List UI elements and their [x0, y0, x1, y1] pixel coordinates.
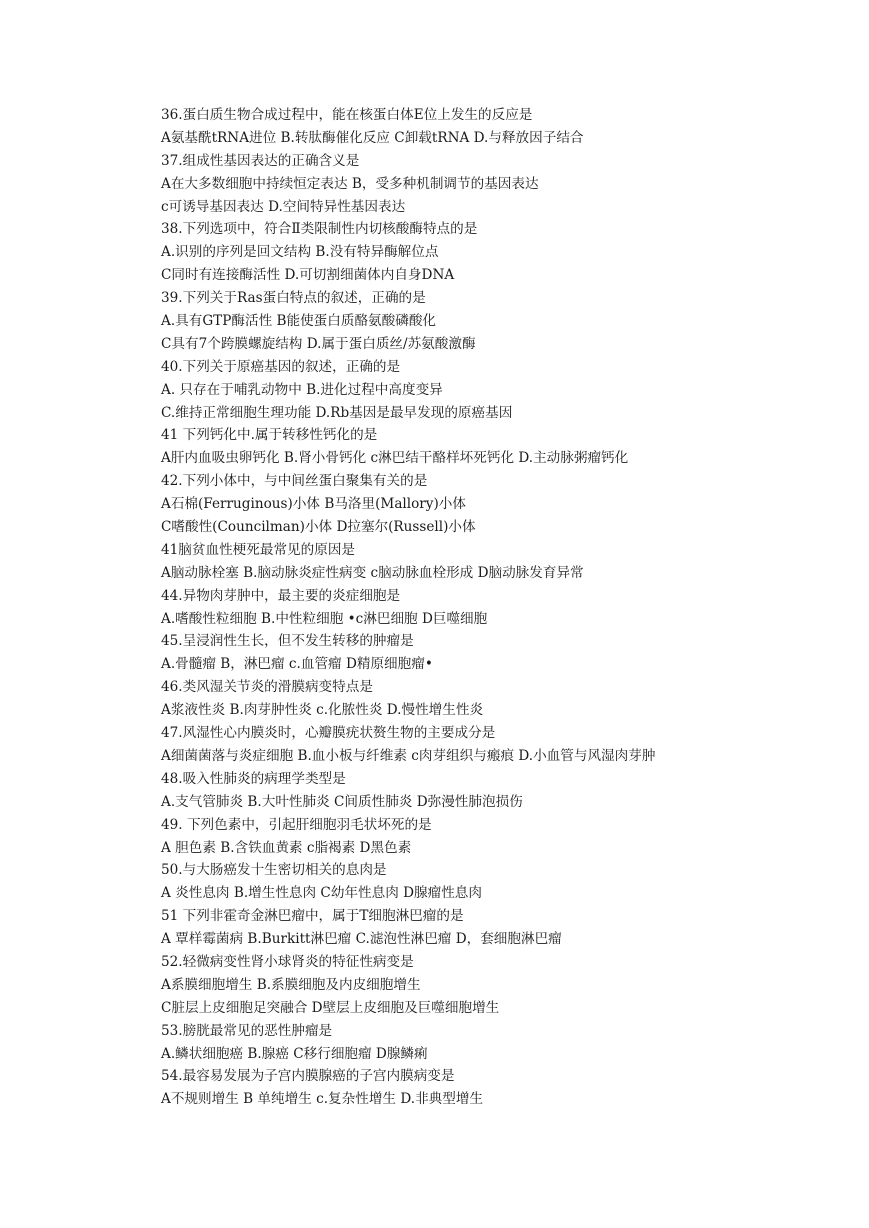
question-53-options: A.鳞状细胞癌 B.腺癌 C移行细胞瘤 D腺鳞痢: [161, 1045, 428, 1062]
question-40-options-1: A. 只存在于哺乳动物中 B.进化过程中高度变异: [161, 381, 443, 398]
question-39-stem: 39.下列关于Ras蛋白特点的叙述，正确的是: [161, 290, 426, 307]
question-37-stem: 37.组成性基因表达的正确含义是: [161, 152, 360, 169]
question-41-stem: 41 下列钙化中.属于转移性钙化的是: [161, 427, 378, 444]
question-52-options-2: C脏层上皮细胞足突融合 D壁层上皮细胞及巨噬细胞增生: [161, 999, 500, 1016]
question-38-stem: 38.下列选项中，符合Ⅱ类限制性内切核酸酶特点的是: [161, 221, 478, 238]
question-39-options-2: C具有7个跨膜螺旋结构 D.属于蛋白质丝/苏氨酸激酶: [161, 335, 476, 352]
question-39-options-1: A.具有GTP酶活性 B能使蛋白质酪氨酸磷酸化: [161, 313, 437, 330]
question-52-stem: 52.轻微病变性肾小球肾炎的特征性病变是: [161, 953, 414, 970]
question-43-stem: 41脑贫血性梗死最常见的原因是: [161, 541, 356, 558]
question-50-options: A 炎性息肉 B.增生性息肉 C幼年性息肉 D腺瘤性息肉: [161, 885, 482, 902]
question-54-stem: 54.最容易发展为子宫内膜腺癌的子宫内膜病变是: [161, 1068, 455, 1085]
question-44-options: A.嗜酸性粒细胞 B.中性粒细胞 •c淋巴细胞 D巨噬细胞: [161, 610, 488, 627]
question-38-options-2: C同时有连接酶活性 D.可切割细菌体内自身DNA: [161, 267, 455, 284]
question-47-stem: 47.风湿性心内膜炎时，心瓣膜疣状赘生物的主要成分是: [161, 725, 496, 742]
question-40-stem: 40.下列关于原癌基因的叙述，正确的是: [161, 358, 401, 375]
question-49-stem: 49. 下列色素中，引起肝细胞羽毛状坏死的是: [161, 816, 432, 833]
question-47-options: A细菌菌落与炎症细胞 B.血小板与纤维素 c肉芽组织与瘢痕 D.小血管与风湿肉芽肿: [161, 747, 656, 764]
question-43-options: A脑动脉栓塞 B.脑动脉炎症性病变 c脑动脉血栓形成 D脑动脉发育异常: [161, 564, 584, 581]
question-48-stem: 48.吸入性肺炎的病理学类型是: [161, 770, 346, 787]
question-40-options-2: C.维持正常细胞生理功能 D.Rb基因是最早发现的原癌基因: [161, 404, 513, 421]
question-45-stem: 45.呈浸润性生长，但不发生转移的肿瘤是: [161, 633, 414, 650]
question-54-options: A不规则增生 B 单纯增生 c.复杂性增生 D.非典型增生: [161, 1091, 484, 1108]
question-42-stem: 42.下列小体中，与中间丝蛋白聚集有关的是: [161, 473, 428, 490]
question-42-options-2: C嗜酸性(Councilman)小体 D拉塞尔(Russell)小体: [161, 519, 476, 536]
question-51-options: A 覃样霉菌病 B.Burkitt淋巴瘤 C.滤泡性淋巴瘤 D，套细胞淋巴瘤: [161, 931, 562, 948]
question-37-options-2: c可诱导基因表达 D.空间特异性基因表达: [161, 198, 406, 215]
question-36-options: A氨基酰tRNA进位 B.转肽酶催化反应 C卸载tRNA D.与释放因子结合: [161, 129, 584, 146]
question-42-options-1: A石棉(Ferruginous)小体 B马洛里(Mallory)小体: [161, 496, 466, 513]
question-48-options: A.支气管肺炎 B.大叶性肺炎 C间质性肺炎 D弥漫性肺泡损伤: [161, 793, 523, 810]
question-45-options: A.骨髓瘤 B，淋巴瘤 c.血管瘤 D精原细胞瘤•: [161, 656, 433, 673]
question-37-options-1: A在大多数细胞中持续恒定表达 B，受多种机制调节的基因表达: [161, 175, 539, 192]
question-44-stem: 44.异物肉芽肿中，最主要的炎症细胞是: [161, 587, 401, 604]
question-46-stem: 46.类风湿关节炎的滑膜病变特点是: [161, 679, 373, 696]
question-53-stem: 53.膀胱最常见的恶性肿瘤是: [161, 1022, 333, 1039]
question-36-stem: 36.蛋白质生物合成过程中，能在核蛋白体E位上发生的反应是: [161, 107, 533, 123]
question-52-options-1: A系膜细胞增生 B.系膜细胞及内皮细胞增生: [161, 976, 421, 993]
question-49-options: A 胆色素 B.含铁血黄素 c脂褐素 D黑色素: [161, 839, 412, 856]
question-41-options: A肝内血吸虫卵钙化 B.肾小骨钙化 c淋巴结干酪样坏死钙化 D.主动脉粥瘤钙化: [161, 450, 629, 467]
question-46-options: A浆液性炎 B.肉芽肿性炎 c.化脓性炎 D.慢性增生性炎: [161, 702, 484, 719]
question-list: [161, 104, 841, 1111]
question-38-options-1: A.识别的序列是回文结构 B.没有特异酶解位点: [161, 244, 439, 261]
question-50-stem: 50.与大肠癌发十生密切相关的息肉是: [161, 862, 387, 879]
question-51-stem: 51 下列非霍奇金淋巴瘤中，属于T细胞淋巴瘤的是: [161, 908, 464, 925]
